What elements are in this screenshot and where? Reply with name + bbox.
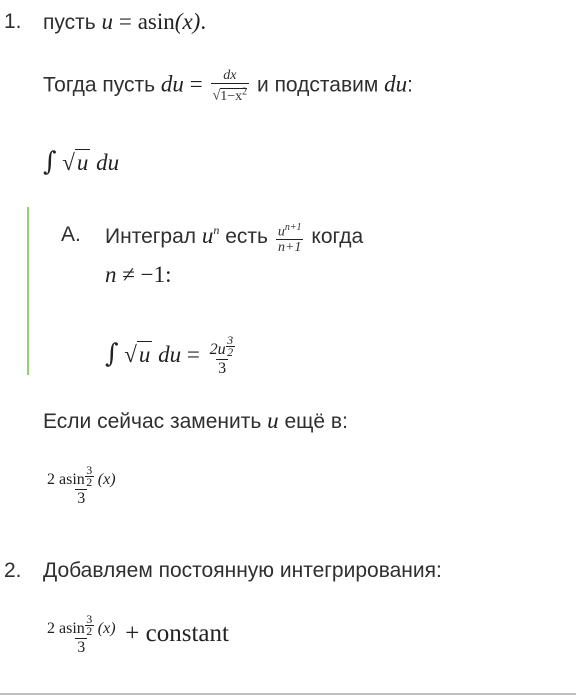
sqrt-u-2: √u — [124, 341, 151, 367]
integral-result-line — [105, 335, 239, 378]
replace-line — [43, 408, 348, 435]
plus-constant: + constant — [125, 619, 229, 647]
replace-text: Если сейчас заменить — [43, 410, 262, 433]
is-text: есть — [225, 225, 268, 248]
equals-sign-2: = — [189, 71, 203, 97]
final-answer — [43, 614, 229, 657]
result-numerator: 2u $\frac{3}{2}$ — [209, 333, 234, 359]
integral-sign-2: ∫ — [105, 338, 119, 369]
sqrt-denominator: $√1-x^2$ — [211, 83, 250, 104]
replaced-fraction — [45, 465, 118, 508]
replace-text-in: ещё в: — [284, 410, 348, 433]
final-numerator: 2 asin $\frac{3}{2}$ (x) — [47, 612, 116, 638]
du-symbol-2: du — [384, 71, 408, 97]
replace-u: u — [267, 408, 279, 433]
replaced-numerator: 2 asin $\frac{3}{2}$ (x) — [47, 463, 116, 489]
integral-sign: ∫ — [43, 147, 57, 177]
exponent-three-halves: $\frac{3}{2}$ — [227, 333, 234, 359]
power-rule-line — [105, 217, 363, 255]
u-power: $u^n$ — [201, 223, 220, 248]
step-number-1: 1. — [4, 10, 22, 33]
when-text: когда — [311, 225, 364, 248]
step2-text: Добавляем постоянную интегрирования: — [43, 559, 442, 582]
replaced-expression — [43, 465, 120, 508]
power-rule-fraction — [276, 220, 304, 256]
substep-label-a: A. — [61, 223, 81, 246]
du-fraction — [211, 68, 250, 104]
var-u: u — [101, 9, 114, 34]
one-minus-x: 1−x — [220, 88, 243, 104]
final-denominator: 3 — [77, 639, 86, 656]
integral-text: Интеграл — [105, 225, 197, 248]
condition-line — [105, 262, 172, 288]
and-substitute-text: и подставим — [257, 73, 379, 97]
cond-not-equal: ≠ −1 — [122, 262, 166, 287]
du-differential-2: du — [158, 341, 182, 367]
denominator-exponent: 2 — [242, 86, 248, 97]
cond-colon: : — [165, 262, 172, 287]
power-rule-numerator: $u^{n+1}$ — [277, 221, 302, 240]
substep-accent-bar — [27, 207, 29, 375]
replaced-denominator: 3 — [77, 490, 86, 507]
equals-sign-3: = — [186, 341, 200, 367]
step-number-2: 2. — [4, 559, 22, 582]
dx-numerator: dx — [223, 68, 237, 83]
final-fraction — [45, 614, 118, 657]
period: . — [200, 9, 207, 34]
du-differential: du — [96, 150, 120, 175]
bottom-divider — [0, 693, 576, 695]
result-denominator: 3 — [218, 360, 227, 377]
sqrt-u: √u — [62, 150, 89, 175]
power-rule-denominator: n+1 — [277, 240, 302, 256]
step1-intro: пусть — [43, 11, 96, 34]
integral-sqrt-u — [43, 147, 119, 177]
equals-sign: = — [118, 9, 132, 34]
colon: : — [407, 73, 413, 97]
n-exponent: n — [213, 223, 220, 237]
cond-n: n — [105, 262, 117, 287]
du-symbol: du — [160, 71, 184, 97]
then-text: Тогда пусть — [43, 73, 156, 97]
result-fraction — [208, 335, 237, 378]
step1-substitution-line — [43, 9, 206, 36]
asin-argument: (x) — [174, 9, 201, 34]
du-definition-line — [43, 68, 413, 104]
asin-function: asin — [137, 9, 175, 34]
radicand-u: u — [76, 150, 89, 175]
